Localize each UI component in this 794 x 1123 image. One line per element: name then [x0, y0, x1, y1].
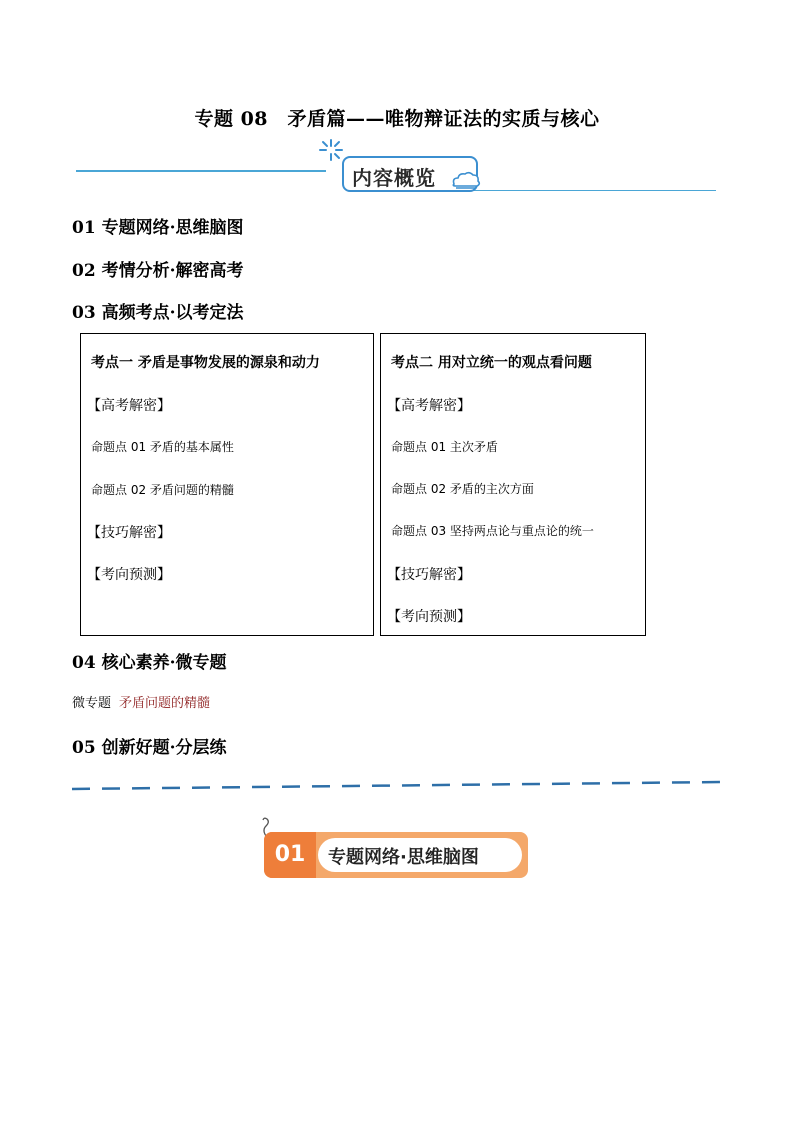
sparkle-icon: [316, 138, 346, 164]
topic-1-item: 命题点 02 矛盾问题的精髓: [91, 483, 234, 497]
topic-box-1: [80, 333, 374, 636]
topic-1-item: 【考向预测】: [87, 567, 171, 583]
section-tag-01: [258, 816, 532, 884]
overview-label: 内容概览: [352, 166, 436, 190]
tag-number: 01: [264, 832, 316, 878]
banner-line-left: [76, 170, 326, 172]
topic-2-title: 考点二 用对立统一的观点看问题: [391, 355, 592, 371]
dashed-divider: [70, 776, 724, 792]
micro-topic: 矛盾问题的精髓: [119, 696, 211, 711]
micro-prefix: 微专题: [72, 696, 112, 711]
banner-line-right: [471, 190, 716, 191]
topic-1-item: 【高考解密】: [87, 398, 171, 414]
topic-2-item: 【考向预测】: [387, 609, 471, 625]
section-05-heading: 05 创新好题·分层练: [72, 738, 227, 758]
topic-2-item: 【技巧解密】: [387, 567, 471, 583]
topic-2-item: 命题点 02 矛盾的主次方面: [391, 482, 534, 496]
topic-1-item: 命题点 01 矛盾的基本属性: [91, 440, 234, 454]
topic-box-2: [380, 333, 646, 636]
topic-1-title: 考点一 矛盾是事物发展的源泉和动力: [91, 355, 320, 371]
cloud-icon: [450, 170, 482, 190]
topic-1-item: 【技巧解密】: [87, 525, 171, 541]
page-title: 专题 08 矛盾篇——唯物辩证法的实质与核心: [194, 108, 600, 130]
section-03-heading: 03 高频考点·以考定法: [72, 303, 244, 323]
topic-2-item: 命题点 01 主次矛盾: [391, 440, 498, 454]
section-01-heading: 01 专题网络·思维脑图: [72, 218, 244, 238]
micro-topic-line: [72, 692, 210, 711]
overview-banner: [76, 138, 716, 194]
section-04-heading: 04 核心素养·微专题: [72, 653, 227, 673]
tag-label: 专题网络·思维脑图: [328, 847, 479, 868]
topic-2-item: 命题点 03 坚持两点论与重点论的统一: [391, 524, 594, 538]
section-02-heading: 02 考情分析·解密高考: [72, 261, 244, 281]
topic-2-item: 【高考解密】: [387, 398, 471, 414]
